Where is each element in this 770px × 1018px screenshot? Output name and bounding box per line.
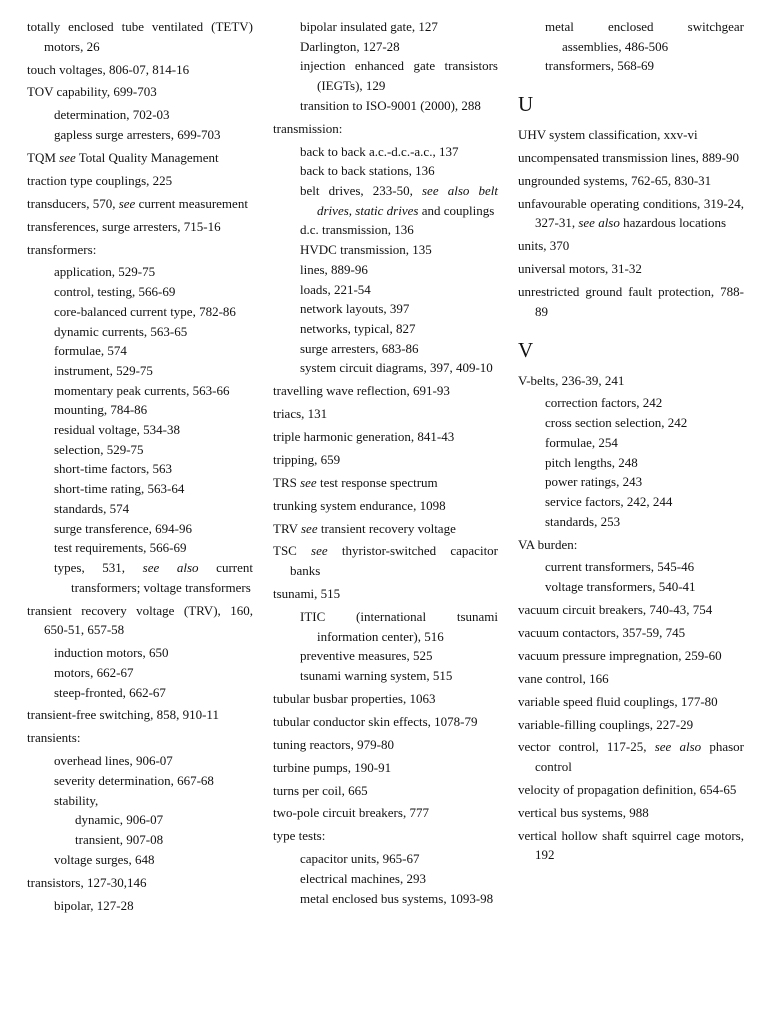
index-entry: vacuum circuit breakers, 740-43, 754 [518,602,713,618]
index-subentry: metal enclosed switchgear assemblies, 486-506 [545,19,744,54]
index-subentry: cross section selection, 242 [545,415,688,431]
index-subentry: voltage surges, 648 [54,851,155,867]
index-subentry: transient, 907-08 [75,832,164,848]
index-entry: unrestricted ground fault protection, 788-89 [518,284,744,319]
index-subentry: d.c. transmission, 136 [300,222,414,238]
index-entry: turbine pumps, 190-91 [273,759,392,775]
index-subentry: electrical machines, 293 [300,870,426,886]
index-subentry: correction factors, 242 [545,395,663,411]
index-entry: velocity of propagation definition, 654-65 [518,781,737,797]
index-subentry: short-time factors, 563 [54,461,173,477]
index-subentry: test requirements, 566-69 [54,540,187,556]
index-entry: turns per coil, 665 [273,782,368,798]
index-entry: triacs, 131 [273,406,328,422]
index-entry: tubular conductor skin effects, 1078-79 [273,713,478,729]
index-subentry: gapless surge arresters, 699-703 [54,127,221,143]
index-entry: uncompensated transmission lines, 889-90 [518,150,739,165]
index-entry: tripping, 659 [273,451,341,467]
index-entry: transient recovery voltage (TRV), 160, 650-51, 657-58 [27,602,253,638]
index-entry: units, 370 [518,238,570,254]
index-entry: unfavourable operating conditions, 319-24, 327-31, see also hazardous locations [518,195,744,231]
index-column-1 [27,17,253,918]
index-letter-heading: U [518,92,534,117]
index-subentry: HVDC transmission, 135 [300,242,432,258]
index-subentry: ITIC (international tsunami information center), 516 [300,608,498,644]
index-column-3 [518,17,744,868]
index-subentry: steep-fronted, 662-67 [54,684,166,700]
index-subentry: induction motors, 650 [54,645,169,661]
index-subentry: injection enhanced gate transistors (IEGTs), 129 [300,58,498,94]
index-subentry: lines, 889-96 [300,261,368,277]
index-subentry: standards, 253 [545,513,621,529]
index-subentry: surge arresters, 683-86 [300,340,419,356]
index-entry: vane control, 166 [518,670,609,686]
index-subentry: formulae, 254 [545,434,618,450]
index-subentry: overhead lines, 906-07 [54,753,173,769]
index-subentry: mounting, 784-86 [54,402,148,418]
index-entry: transient-free switching, 858, 910-11 [27,707,219,723]
index-subentry: tsunami warning system, 515 [300,668,453,684]
index-subentry: control, testing, 566-69 [54,284,176,300]
index-entry: tubular busbar properties, 1063 [273,690,436,706]
index-subentry: core-balanced current type, 782-86 [54,303,236,319]
index-entry: VA burden: [518,536,578,552]
index-subentry: power ratings, 243 [545,474,643,490]
index-subentry: transition to ISO-9001 (2000), 288 [300,97,481,113]
index-entry: type tests: [273,828,326,844]
index-entry: vacuum contactors, 357-59, 745 [518,624,686,640]
index-subentry: momentary peak currents, 563-66 [54,382,230,398]
index-entry: variable-filling couplings, 227-29 [518,716,694,732]
index-entry: totally enclosed tube ventilated (TETV) motors, 26 [27,19,253,54]
index-subentry: dynamic, 906-07 [75,812,164,828]
index-entry: vertical hollow shaft squirrel cage motors, 192 [518,827,744,863]
index-entry: tuning reactors, 979-80 [273,736,394,752]
index-entry: vector control, 117-25, see also phasor control [518,739,744,775]
index-entry: trunking system endurance, 1098 [273,497,446,513]
index-subentry: selection, 529-75 [54,441,144,457]
index-entry: vacuum pressure impregnation, 259-60 [518,647,722,663]
index-subentry: standards, 574 [54,500,130,516]
index-entry: vertical bus systems, 988 [518,804,649,820]
index-entry: tsunami, 515 [273,586,341,602]
index-subentry: capacitor units, 965-67 [300,851,420,867]
index-subentry: formulae, 574 [54,343,127,359]
index-subentry: surge transference, 694-96 [54,520,193,536]
index-subentry: bipolar insulated gate, 127 [300,19,438,34]
index-entry: transferences, surge arresters, 715-16 [27,218,221,234]
index-subentry: application, 529-75 [54,264,156,280]
index-subentry: metal enclosed bus systems, 1093-98 [300,890,494,906]
index-entry: ungrounded systems, 762-65, 830-31 [518,172,712,188]
index-subentry: stability, [54,792,99,808]
index-subentry: Darlington, 127-28 [300,38,400,54]
index-entry: TRV see transient recovery voltage [273,520,456,536]
index-subentry: service factors, 242, 244 [545,493,673,509]
index-column-2 [273,17,498,911]
index-entry: UHV system classification, xxv-vi [518,127,698,143]
index-entry: transformers: [27,241,97,257]
index-subentry: motors, 662-67 [54,664,134,680]
index-subentry: pitch lengths, 248 [545,454,638,470]
index-entry: universal motors, 31-32 [518,261,642,277]
index-subentry: belt drives, 233-50, see also belt drives, static drives and couplings [300,183,499,218]
index-subentry: instrument, 529-75 [54,362,153,378]
index-entry: touch voltages, 806-07, 814-16 [27,61,190,77]
index-entry: variable speed fluid couplings, 177-80 [518,693,718,709]
index-subentry: current transformers, 545-46 [545,559,695,575]
index-entry: travelling wave reflection, 691-93 [273,383,450,399]
index-subentry: dynamic currents, 563-65 [54,323,188,339]
index-subentry: residual voltage, 534-38 [54,422,180,438]
index-entry: traction type couplings, 225 [27,172,173,188]
index-subentry: back to back stations, 136 [300,163,435,179]
index-subentry: severity determination, 667-68 [54,772,214,788]
index-subentry: network layouts, 397 [300,301,410,317]
index-entry: transistors, 127-30,146 [27,874,147,890]
index-subentry: back to back a.c.-d.c.-a.c., 137 [300,143,459,159]
index-entry: two-pole circuit breakers, 777 [273,805,429,821]
index-subentry: system circuit diagrams, 397, 409-10 [300,360,493,376]
index-entry: TQM see Total Quality Management [27,149,219,165]
index-entry: transients: [27,730,81,746]
index-entry: TSC see thyristor-switched capacitor banks [273,543,499,579]
index-entry: TOV capability, 699-703 [27,84,157,100]
index-subentry: short-time rating, 563-64 [54,481,185,497]
index-subentry: types, 531, see also current transformers; voltage transformers [54,559,253,595]
index-subentry: determination, 702-03 [54,107,170,123]
index-subentry: networks, typical, 827 [300,320,416,336]
index-entry: transducers, 570, see current measurement [27,195,248,211]
index-entry: V-belts, 236-39, 241 [518,372,625,388]
index-subentry: transformers, 568-69 [545,58,655,74]
index-subentry: loads, 221-54 [300,281,371,297]
index-entry: TRS see test response spectrum [273,474,438,490]
index-subentry: bipolar, 127-28 [54,897,134,913]
index-subentry: preventive measures, 525 [300,648,433,664]
index-letter-heading: V [518,337,534,362]
index-entry: transmission: [273,120,343,136]
index-subentry: voltage transformers, 540-41 [545,579,696,595]
index-entry: triple harmonic generation, 841-43 [273,429,455,444]
